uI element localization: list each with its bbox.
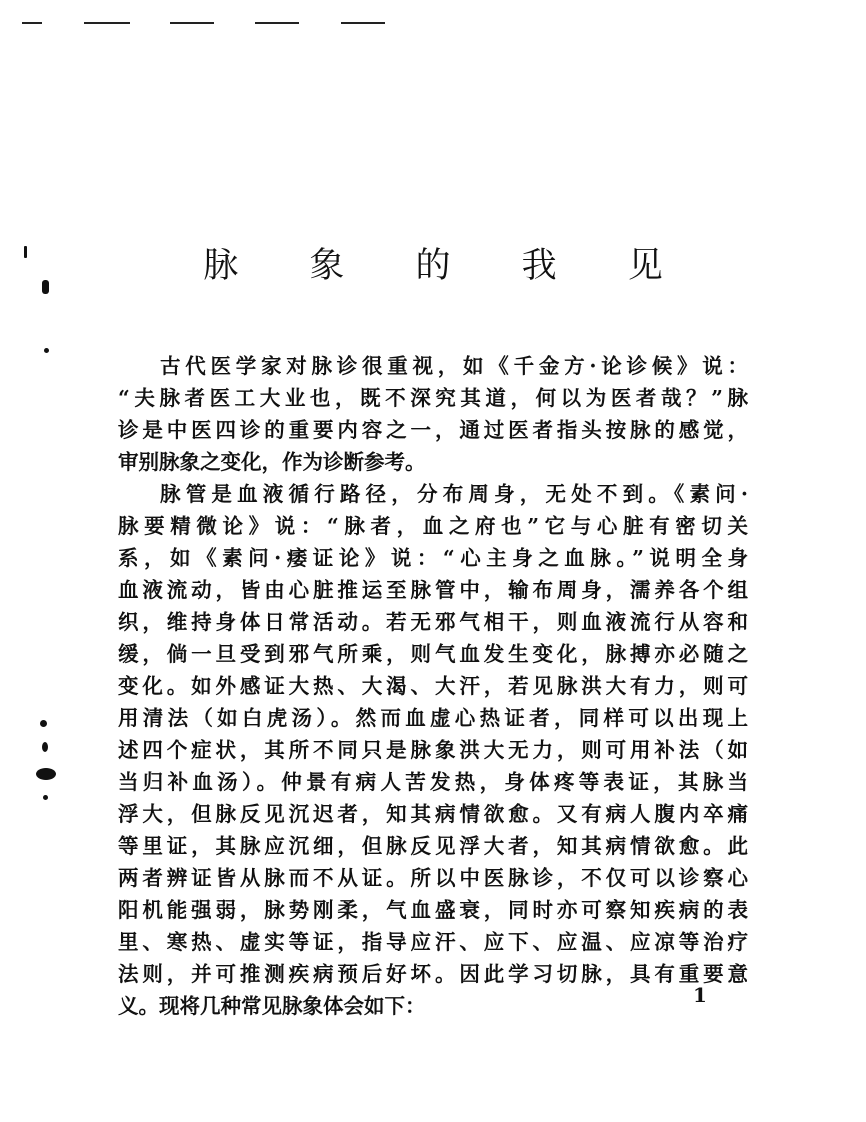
- text-line: 织，维持身体日常活动。若无邪气相干，则血液流行从容和: [118, 610, 748, 634]
- text-line: 义。现将几种常见脉象体会如下：: [118, 994, 426, 1018]
- text-line: 系，如《素问·痿证论》说：“心主身之血脉。”说明全身: [118, 546, 748, 570]
- text-line: 浮大，但脉反见沉迟者，知其病情欲愈。又有病人腹内卒痛: [118, 802, 748, 826]
- text-line: 血液流动，皆由心脏推运至脉管中，输布周身，濡养各个组: [118, 578, 748, 602]
- text-line: 古代医学家对脉诊很重视，如《千金方·论诊候》说：: [160, 354, 748, 378]
- body-text: [118, 350, 748, 1022]
- scan-speck: [36, 768, 56, 780]
- text-line: 用清法（如白虎汤）。然而血虚心热证者，同样可以出现上: [118, 706, 748, 730]
- header-rule-2: [84, 22, 130, 24]
- text-line: 等里证，其脉应沉细，但脉反见浮大者，知其病情欲愈。此: [118, 834, 748, 858]
- paragraph: [118, 478, 748, 1022]
- page-title: 脉 象 的 我 见: [203, 246, 693, 286]
- text-line: 诊是中医四诊的重要内容之一，通过医者指头按脉的感觉，: [118, 418, 748, 442]
- paragraph: [118, 350, 748, 478]
- scan-speck: [44, 348, 49, 353]
- page-number: 1: [693, 983, 707, 1007]
- scan-speck: [40, 720, 47, 727]
- header-rule-4: [255, 22, 299, 24]
- text-line: 变化。如外感证大热、大渴、大汗，若见脉洪大有力，则可: [118, 674, 748, 698]
- text-line: 里、寒热、虚实等证，指导应汗、应下、应温、应凉等治疗: [118, 930, 748, 954]
- scan-speck: [43, 795, 48, 800]
- text-line: 审别脉象之变化，作为诊断参考。: [118, 450, 426, 474]
- text-line: 法则，并可推测疾病预后好坏。因此学习切脉，具有重要意: [118, 962, 748, 986]
- text-line: 述四个症状，其所不同只是脉象洪大无力，则可用补法（如: [118, 738, 748, 762]
- text-line: 当归补血汤）。仲景有病人苦发热，身体疼等表证，其脉当: [118, 770, 748, 794]
- header-rule-5: [341, 22, 385, 24]
- text-line: 两者辨证皆从脉而不从证。所以中医脉诊，不仅可以诊察心: [118, 866, 748, 890]
- header-rule-1: [22, 22, 42, 24]
- text-line: 脉管是血液循行路径，分布周身，无处不到。《素问·: [160, 482, 748, 506]
- scan-speck: [42, 742, 48, 752]
- text-line: 阳机能强弱，脉势刚柔，气血盛衰，同时亦可察知疾病的表: [118, 898, 748, 922]
- text-line: “夫脉者医工大业也，既不深究其道，何以为医者哉？”脉: [118, 386, 748, 410]
- header-rule-3: [170, 22, 214, 24]
- text-line: 缓，倘一旦受到邪气所乘，则气血发生变化，脉搏亦必随之: [118, 642, 748, 666]
- text-line: 脉要精微论》说：“脉者，血之府也”它与心脏有密切关: [118, 514, 748, 538]
